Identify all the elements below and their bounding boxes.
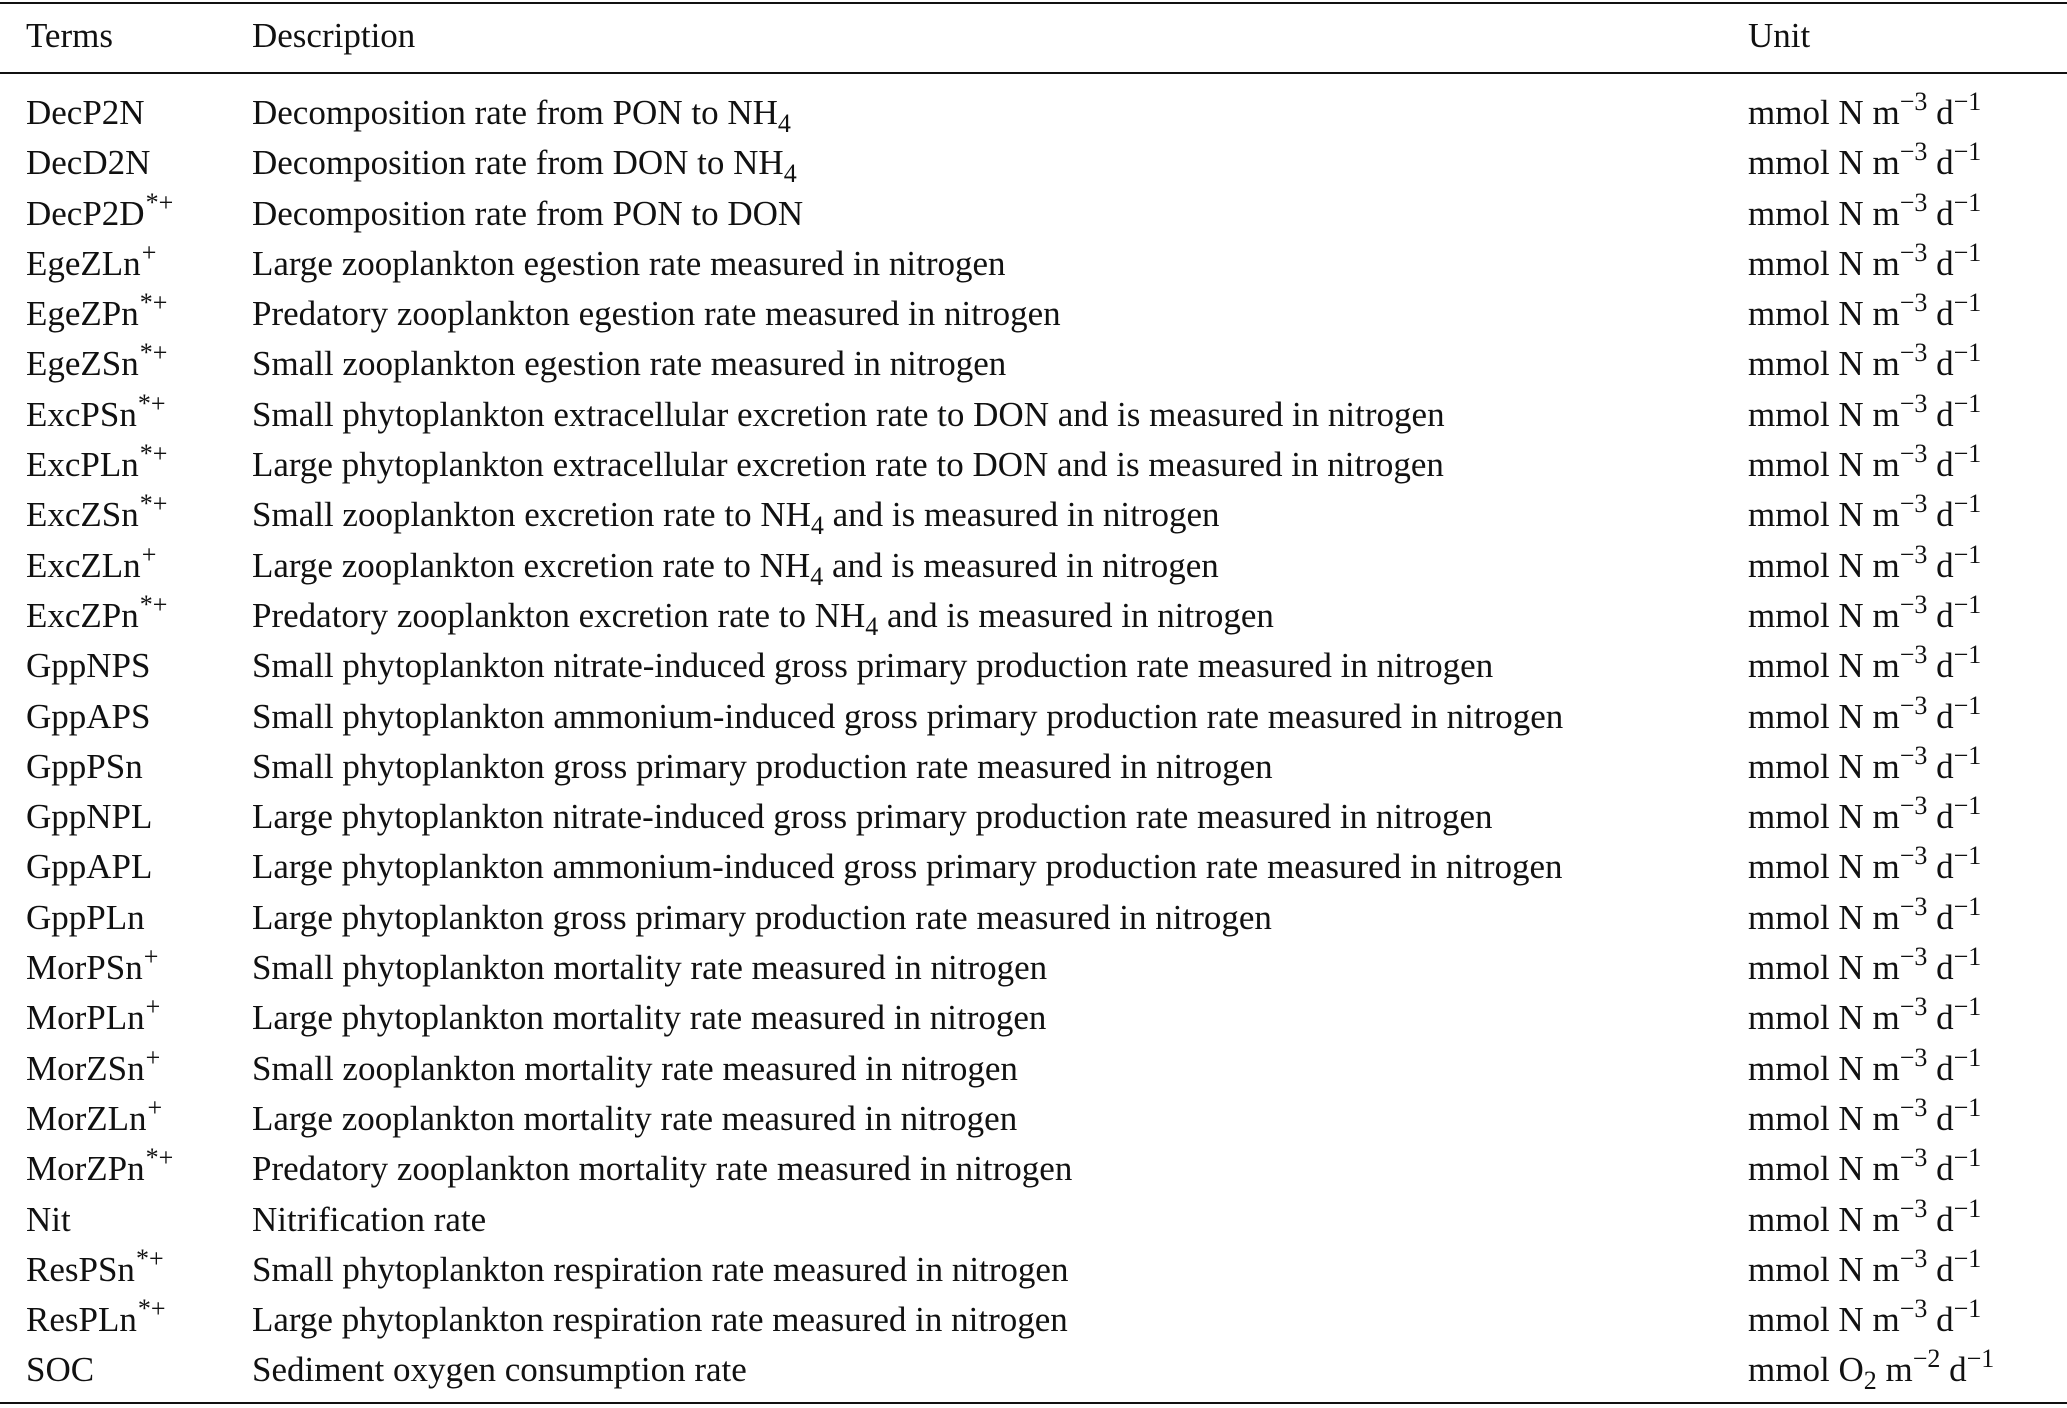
term-footnote-mark: *+ bbox=[145, 187, 174, 217]
term-cell bbox=[26, 239, 156, 292]
term-name: MorZLn bbox=[26, 1098, 147, 1138]
table-body bbox=[0, 88, 2067, 1396]
term-name: ResPLn bbox=[26, 1300, 137, 1340]
table-top-rule bbox=[0, 2, 2067, 4]
unit-cell: mmol N $m^{-3}$ $d^{-1}$ bbox=[1748, 891, 1982, 937]
term-name: ExcPLn bbox=[26, 445, 139, 485]
unit-cell: mmol N $m^{-3}$ $d^{-1}$ bbox=[1748, 237, 1982, 283]
term-cell bbox=[26, 1345, 94, 1395]
term-cell bbox=[26, 541, 156, 594]
term-footnote-mark: + bbox=[143, 942, 159, 972]
description-cell: Large phytoplankton extracellular excretion rate to DON and is measured in nitrogen bbox=[252, 445, 1444, 485]
unit-cell: mmol N $m^{-3}$ $d^{-1}$ bbox=[1748, 589, 1982, 635]
table-row bbox=[0, 893, 2067, 943]
term-cell bbox=[26, 390, 166, 443]
unit-cell: mmol N $m^{-3}$ $d^{-1}$ bbox=[1748, 942, 1982, 988]
table-header-rule bbox=[0, 72, 2067, 74]
term-name: ExcZLn bbox=[26, 545, 141, 585]
description-cell: Sediment oxygen consumption rate bbox=[252, 1350, 747, 1390]
description-cell: Predatory zooplankton egestion rate measured in nitrogen bbox=[252, 294, 1061, 334]
description-cell: Small phytoplankton nitrate-induced gross primary production rate measured in nitrogen bbox=[252, 646, 1494, 686]
table-row bbox=[0, 1144, 2067, 1194]
term-footnote-mark: *+ bbox=[139, 489, 168, 519]
unit-cell: mmol N $m^{-3}$ $d^{-1}$ bbox=[1748, 1193, 1982, 1239]
term-cell bbox=[26, 993, 160, 1046]
term-name: GppNPL bbox=[26, 797, 153, 837]
term-name: ExcZSn bbox=[26, 495, 139, 535]
description-cell: Large zooplankton mortality rate measured in nitrogen bbox=[252, 1098, 1018, 1138]
term-cell bbox=[26, 792, 152, 842]
term-cell bbox=[26, 842, 152, 892]
term-name: GppAPS bbox=[26, 696, 151, 736]
header-terms: Terms bbox=[26, 16, 113, 55]
table-row bbox=[0, 390, 2067, 440]
description-cell: Small phytoplankton gross primary production rate measured in nitrogen bbox=[252, 746, 1273, 786]
description-cell: Large zooplankton excretion rate to $NH_4$ and is measured in nitrogen bbox=[252, 545, 1219, 591]
term-footnote-mark: *+ bbox=[135, 1243, 164, 1273]
table-row bbox=[0, 742, 2067, 792]
unit-cell: mmol N $m^{-3}$ $d^{-1}$ bbox=[1748, 137, 1982, 183]
table-row bbox=[0, 239, 2067, 289]
description-cell: Small phytoplankton extracellular excretion rate to DON and is measured in nitrogen bbox=[252, 394, 1445, 434]
description-cell: Small zooplankton excretion rate to $NH_4$ and is measured in nitrogen bbox=[252, 495, 1220, 541]
description-cell: Small phytoplankton respiration rate measured in nitrogen bbox=[252, 1249, 1069, 1289]
term-cell bbox=[26, 893, 145, 943]
unit-cell: mmol N $m^{-3}$ $d^{-1}$ bbox=[1748, 841, 1982, 887]
description-cell: Small zooplankton mortality rate measured in nitrogen bbox=[252, 1048, 1018, 1088]
term-cell bbox=[26, 88, 145, 138]
description-cell: Decomposition rate from PON to $NH_4$ bbox=[252, 93, 791, 138]
term-name: DecP2D bbox=[26, 193, 145, 233]
term-cell bbox=[26, 1195, 71, 1245]
term-name: ExcPSn bbox=[26, 394, 137, 434]
term-name: MorPSn bbox=[26, 948, 143, 988]
unit-cell: mmol N $m^{-3}$ $d^{-1}$ bbox=[1748, 187, 1982, 233]
table-row bbox=[0, 1345, 2067, 1395]
term-name: ExcZPn bbox=[26, 595, 139, 635]
table-row bbox=[0, 1094, 2067, 1144]
unit-cell: mmol N $m^{-3}$ $d^{-1}$ bbox=[1748, 992, 1982, 1038]
description-cell: Decomposition rate from PON to DON bbox=[252, 193, 804, 233]
description-cell: Predatory zooplankton mortality rate measured in nitrogen bbox=[252, 1149, 1073, 1189]
term-cell bbox=[26, 339, 167, 392]
term-cell bbox=[26, 289, 167, 342]
unit-cell: mmol N $m^{-3}$ $d^{-1}$ bbox=[1748, 690, 1982, 736]
unit-cell: mmol $O_2$ $m^{-2}$ $d^{-1}$ bbox=[1748, 1344, 1995, 1396]
unit-cell: mmol N $m^{-3}$ $d^{-1}$ bbox=[1748, 640, 1982, 686]
term-cell bbox=[26, 591, 167, 644]
unit-cell: mmol N $m^{-3}$ $d^{-1}$ bbox=[1748, 740, 1982, 786]
table-row bbox=[0, 440, 2067, 490]
unit-cell: mmol N $m^{-3}$ $d^{-1}$ bbox=[1748, 288, 1982, 334]
unit-cell: mmol N $m^{-3}$ $d^{-1}$ bbox=[1748, 87, 1982, 132]
description-cell: Large phytoplankton gross primary production rate measured in nitrogen bbox=[252, 897, 1272, 937]
table-row bbox=[0, 1195, 2067, 1245]
description-cell: Large zooplankton egestion rate measured in nitrogen bbox=[252, 243, 1006, 283]
term-footnote-mark: *+ bbox=[139, 439, 168, 469]
term-name: DecP2N bbox=[26, 93, 145, 132]
table-row bbox=[0, 641, 2067, 691]
term-cell bbox=[26, 1245, 164, 1298]
term-name: GppPSn bbox=[26, 746, 143, 786]
term-cell bbox=[26, 1295, 166, 1348]
table-row bbox=[0, 88, 2067, 138]
unit-cell: mmol N $m^{-3}$ $d^{-1}$ bbox=[1748, 1243, 1982, 1289]
term-name: ResPSn bbox=[26, 1249, 135, 1289]
term-name: EgeZLn bbox=[26, 243, 141, 283]
term-name: MorZPn bbox=[26, 1149, 145, 1189]
term-footnote-mark: *+ bbox=[137, 388, 166, 418]
term-footnote-mark: + bbox=[141, 539, 157, 569]
term-name: EgeZSn bbox=[26, 344, 139, 384]
unit-cell: mmol N $m^{-3}$ $d^{-1}$ bbox=[1748, 388, 1982, 434]
term-name: DecD2N bbox=[26, 143, 151, 183]
term-cell bbox=[26, 742, 143, 792]
term-cell bbox=[26, 1044, 160, 1097]
description-cell: Large phytoplankton nitrate-induced gross primary production rate measured in nitrogen bbox=[252, 797, 1493, 837]
description-cell: Large phytoplankton ammonium-induced gross primary production rate measured in nitrogen bbox=[252, 847, 1563, 887]
table-row bbox=[0, 138, 2067, 188]
term-cell bbox=[26, 692, 150, 742]
term-cell bbox=[26, 440, 167, 493]
description-cell: Nitrification rate bbox=[252, 1199, 487, 1239]
term-footnote-mark: *+ bbox=[139, 338, 168, 368]
table-row bbox=[0, 541, 2067, 591]
table-bottom-rule bbox=[0, 1402, 2067, 1404]
unit-cell: mmol N $m^{-3}$ $d^{-1}$ bbox=[1748, 1143, 1982, 1189]
term-cell bbox=[26, 1144, 173, 1197]
term-cell bbox=[26, 189, 173, 242]
term-cell bbox=[26, 943, 158, 996]
description-cell: Large phytoplankton respiration rate measured in nitrogen bbox=[252, 1300, 1068, 1340]
term-name: GppNPS bbox=[26, 646, 151, 686]
table-row bbox=[0, 993, 2067, 1043]
table-row bbox=[0, 1245, 2067, 1295]
header-unit: Unit bbox=[1748, 16, 1811, 55]
unit-cell: mmol N $m^{-3}$ $d^{-1}$ bbox=[1748, 1294, 1982, 1340]
term-footnote-mark: *+ bbox=[137, 1294, 166, 1324]
table-row bbox=[0, 189, 2067, 239]
table-row bbox=[0, 1044, 2067, 1094]
term-name: EgeZPn bbox=[26, 294, 139, 334]
unit-cell: mmol N $m^{-3}$ $d^{-1}$ bbox=[1748, 1042, 1982, 1088]
table-row bbox=[0, 792, 2067, 842]
term-cell bbox=[26, 1094, 162, 1147]
term-footnote-mark: + bbox=[147, 1092, 163, 1122]
unit-cell: mmol N $m^{-3}$ $d^{-1}$ bbox=[1748, 1092, 1982, 1138]
term-footnote-mark: *+ bbox=[139, 288, 168, 318]
term-footnote-mark: + bbox=[145, 992, 161, 1022]
term-cell bbox=[26, 641, 150, 691]
term-name: SOC bbox=[26, 1350, 95, 1390]
description-cell: Small phytoplankton ammonium-induced gross primary production rate measured in nitrogen bbox=[252, 696, 1564, 736]
term-cell bbox=[26, 490, 167, 543]
description-cell: Large phytoplankton mortality rate measured in nitrogen bbox=[252, 998, 1047, 1038]
term-footnote-mark: *+ bbox=[145, 1143, 174, 1173]
unit-cell: mmol N $m^{-3}$ $d^{-1}$ bbox=[1748, 489, 1982, 535]
unit-cell: mmol N $m^{-3}$ $d^{-1}$ bbox=[1748, 439, 1982, 485]
term-name: GppPLn bbox=[26, 897, 145, 937]
table-row bbox=[0, 289, 2067, 339]
table-row bbox=[0, 490, 2067, 540]
term-name: GppAPL bbox=[26, 847, 153, 887]
term-name: Nit bbox=[26, 1199, 71, 1239]
term-name: MorZSn bbox=[26, 1048, 145, 1088]
term-cell bbox=[26, 138, 150, 188]
table-row bbox=[0, 591, 2067, 641]
table-row bbox=[0, 692, 2067, 742]
term-footnote-mark: + bbox=[141, 237, 157, 267]
unit-cell: mmol N $m^{-3}$ $d^{-1}$ bbox=[1748, 539, 1982, 585]
header-description: Description bbox=[252, 16, 416, 55]
unit-cell: mmol N $m^{-3}$ $d^{-1}$ bbox=[1748, 791, 1982, 837]
term-footnote-mark: + bbox=[145, 1042, 161, 1072]
table-row bbox=[0, 842, 2067, 892]
description-cell: Small zooplankton egestion rate measured in nitrogen bbox=[252, 344, 1007, 384]
table-row bbox=[0, 943, 2067, 993]
description-cell: Predatory zooplankton excretion rate to $NH_4$ and is measured in nitrogen bbox=[252, 595, 1274, 641]
description-cell: Decomposition rate from DON to $NH_4$ bbox=[252, 143, 797, 189]
description-cell: Small phytoplankton mortality rate measured in nitrogen bbox=[252, 948, 1048, 988]
term-name: MorPLn bbox=[26, 998, 145, 1038]
term-footnote-mark: *+ bbox=[139, 589, 168, 619]
table-row bbox=[0, 1295, 2067, 1345]
unit-cell: mmol N $m^{-3}$ $d^{-1}$ bbox=[1748, 338, 1982, 384]
table-row bbox=[0, 339, 2067, 389]
